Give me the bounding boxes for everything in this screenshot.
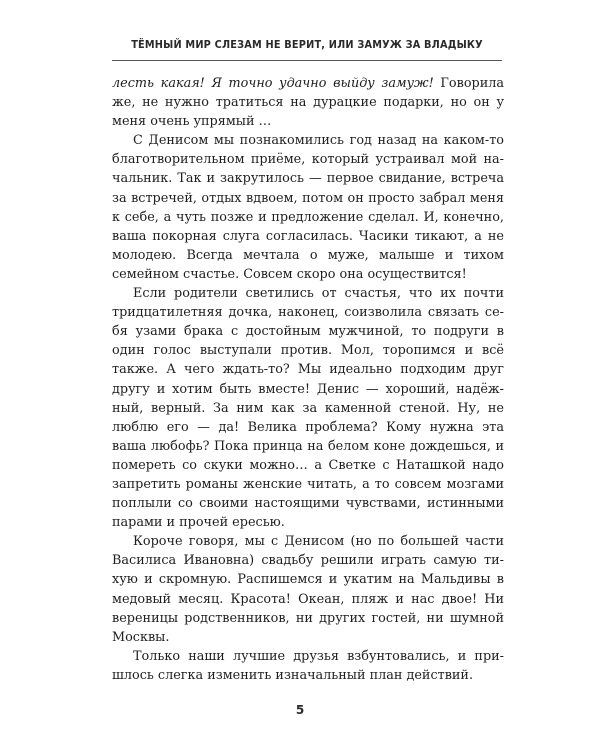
header-rule	[112, 60, 502, 61]
paragraph: Короче говоря, мы с Денисом (но по большей части Василиса Ивановна) свадьбу решили играть самую тихую и скромную. Распишемся и укатим на Мальдивы в медовый месяц. Красота! Океан, пляж и нас двое! Ни вереницы родственников, ни других гостей, ни шумной Москвы.	[112, 534, 504, 645]
paragraph: С Денисом мы познакомились год назад на каком-то благотворительном приёме, который устраивал мой начальник. Так и закрутилось — первое свидание, встреча за встречей, отдых вдвоем, потом он просто забрал меня к себе, а чуть позже и предложение сделал. И, конечно, ваша покорная слуга согласилась. Часики тикают, а не молодею. Всегда мечтала о муже, малыше и тихом семейном счастье. Совсем скоро она осуществится!	[112, 133, 504, 282]
italic-phrase: лесть какая! Я точно удачно выйду замуж!	[112, 76, 434, 91]
body-text	[112, 74, 504, 685]
paragraph-text: Говорила же, не нужно тратиться на дурацкие подарки, но он у меня очень упрямый …	[112, 76, 504, 130]
paragraph-continued	[112, 74, 504, 131]
paragraph: Только наши лучшие друзья взбунтовались, и пришлось слегка изменить изначальный план действий.	[112, 648, 504, 683]
running-header: ТЁМНЫЙ МИР СЛЕЗАМ НЕ ВЕРИТ, ИЛИ ЗАМУЖ ЗА ВЛАДЫКУ	[131, 39, 483, 51]
page-number: 5	[295, 703, 305, 717]
paragraph: Если родители светились от счастья, что их почти тридцатилетняя дочка, наконец, соизволила связать себя узами брака с достойным мужчиной, то подруги в один голос выступали против. Мол, торопимся и всё также. А чего ждать-то? Мы идеально подходим друг другу и хотим быть вместе! Денис — хороший, надёжный, верный. За ним как за каменной стеной. Ну, не люблю его — да! Велика проблема? Кому нужна эта ваша любофь? Пока принца на белом коне дождешься, и помереть со скуки можно… а Светке с Наташкой надо запретить романы женские читать, а то совсем мозгами поплыли со своими настоящими чувствами, истинными парами и прочей ересью.	[112, 286, 504, 531]
